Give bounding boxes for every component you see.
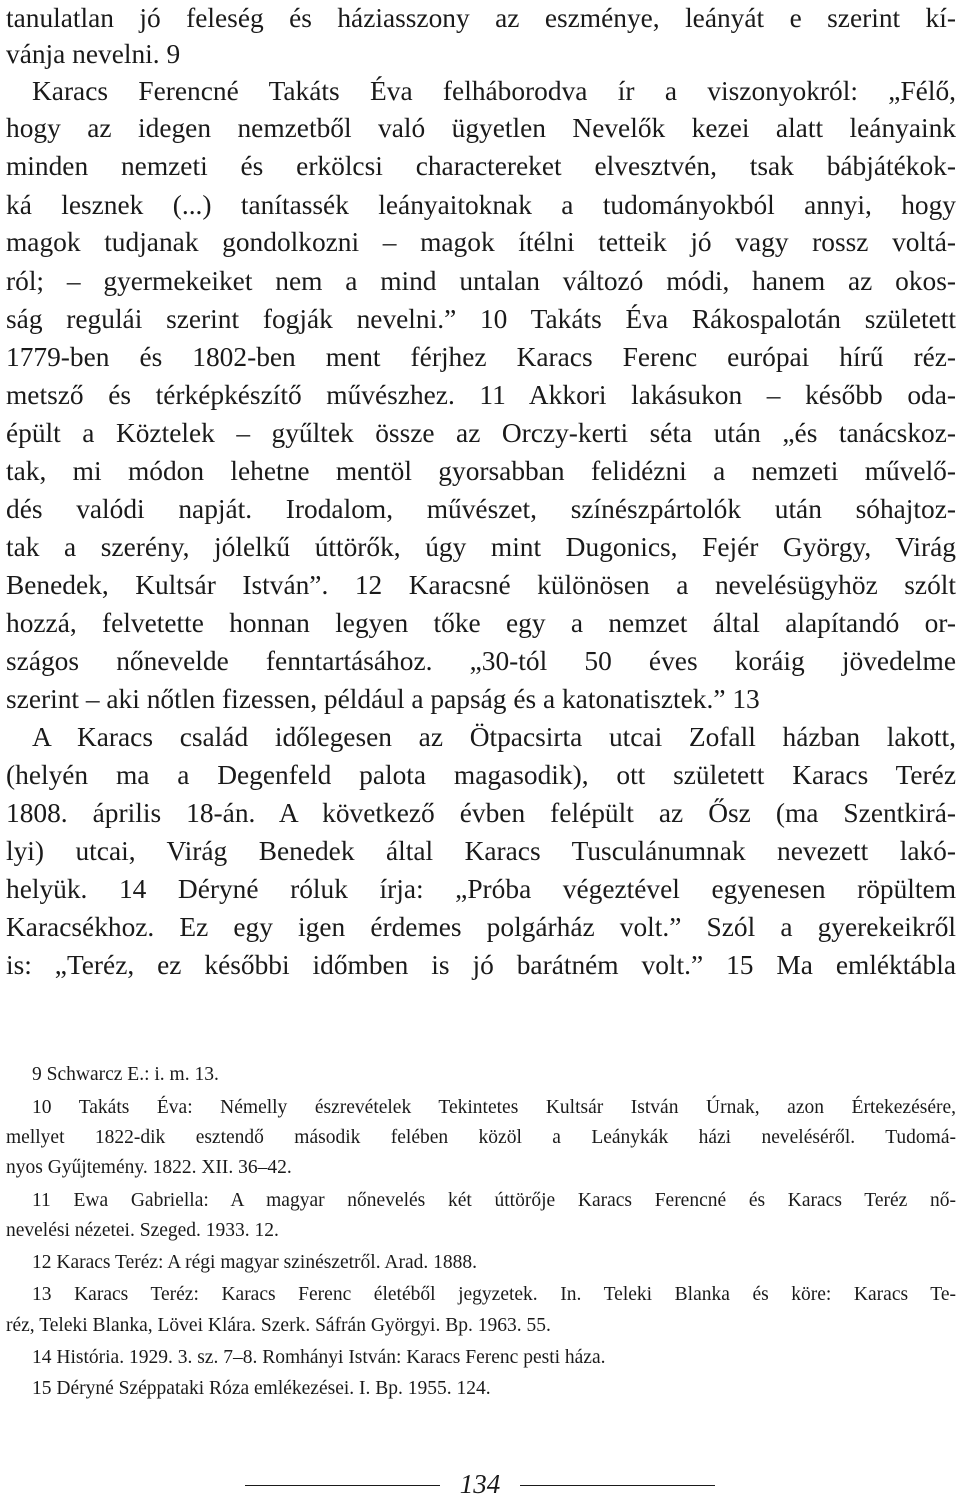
body-text-line: épült a Köztelek – gyűltek össze az Orczy-kerti séta után „és tanácskoz- <box>6 418 956 448</box>
body-text-line: 1808. április 18-án. A következő évben felépült az Ősz (ma Szentkirá- <box>6 798 956 828</box>
footnote-line: nevelési nézetei. Szeged. 1933. 12. <box>6 1220 279 1241</box>
footnote-line: 11 Ewa Gabriella: A magyar nőnevelés két úttörője Karacs Ferencné és Karacs Teréz nő- <box>32 1190 956 1211</box>
body-text-line: minden nemzeti és erkölcsi charactereket elvesztvén, tsak bábjátékok- <box>6 151 956 181</box>
body-text-line: magok tudjanak gondolkozni – magok ítélni tetteik jó vagy rossz voltá- <box>6 227 956 257</box>
body-text-line: ról; – gyermekeiket nem a mind untalan változó módi, hanem az okos- <box>6 266 956 296</box>
body-text-line: hozzá, felvetette honnan legyen tőke egy a nemzet által alapítandó or- <box>6 608 956 638</box>
body-text-line: tak, mi módon lehetne mentöl gyorsabban felidézni a nemzeti művelő- <box>6 456 956 486</box>
body-text-line: szágos nőnevelde fenntartásához. „30-tól 50 éves koráig jövedelme <box>6 646 956 676</box>
body-text-line: lyi) utcai, Virág Benedek által Karacs Tusculánumnak nevezett lakó- <box>6 836 956 866</box>
footnote-line: mellyet 1822-dik esztendő második felében közöl a Leánykák házi neveléséről. Tudomá- <box>6 1127 956 1148</box>
footnote-line: 15 Déryné Széppataki Róza emlékezései. I. Bp. 1955. 124. <box>32 1378 491 1399</box>
body-text-line: metsző és térképkészítő művészhez. 11 Akkori lakásukon – később oda- <box>6 380 956 410</box>
body-text-line: ká lesznek (...) tanítassék leányaitoknak a tudományokból annyi, hogy <box>6 190 956 220</box>
footnote-line: 10 Takáts Éva: Némelly észrevételek Tekintetes Kultsár István Úrnak, azon Értekezésére, <box>32 1097 956 1118</box>
body-text-line: tanulatlan jó feleség és háziasszony az eszménye, leányát e szerint kí- <box>6 3 956 33</box>
footnote-line: 13 Karacs Teréz: Karacs Ferenc életéből jegyzetek. In. Teleki Blanka és köre: Karacs Te- <box>32 1284 956 1305</box>
footnote-line: 9 Schwarcz E.: i. m. 13. <box>32 1064 219 1085</box>
body-text-line: helyük. 14 Déryné róluk írja: „Próba végeztével egyenesen röpültem <box>6 874 956 904</box>
footnote-line: réz, Teleki Blanka, Lövei Klára. Szerk. Sáfrán Györgyi. Bp. 1963. 55. <box>6 1315 551 1336</box>
footnote-line: 12 Karacs Teréz: A régi magyar szinészetről. Arad. 1888. <box>32 1252 477 1273</box>
footnote-line: nyos Gyűjtemény. 1822. XII. 36–42. <box>6 1157 292 1178</box>
body-text-line: (helyén ma a Degenfeld palota magasodik), ott született Karacs Teréz <box>6 760 956 790</box>
body-text-line: A Karacs család időlegesen az Ötpacsirta utcai Zofall házban lakott, <box>32 722 956 752</box>
footer-rule-right <box>520 1485 715 1486</box>
page-number: 134 <box>459 1469 501 1499</box>
body-text-line: dés valódi napját. Irodalom, művészet, színészpártolók után sóhajtoz- <box>6 494 956 524</box>
body-text-line: hogy az idegen nemzetből való ügyetlen Nevelők kezei alatt leányaink <box>6 113 956 143</box>
body-text-line: 1779-ben és 1802-ben ment férjhez Karacs Ferenc európai hírű réz- <box>6 342 956 372</box>
body-text-line: szerint – aki nőtlen fizessen, például a papság és a katonatisztek.” 13 <box>6 684 760 714</box>
body-text-line: tak a szerény, jólelkű úttörők, úgy mint Dugonics, Fejér György, Virág <box>6 532 956 562</box>
footnote-line: 14 História. 1929. 3. sz. 7–8. Romhányi István: Karacs Ferenc pesti háza. <box>32 1347 606 1368</box>
body-text-line: is: „Teréz, ez későbbi időmben is jó barátném volt.” 15 Ma emléktábla <box>6 950 956 980</box>
body-text-line: Benedek, Kultsár István”. 12 Karacsné különösen a nevelésügyhöz szólt <box>6 570 956 600</box>
body-text-line: ság regulái szerint fogják nevelni.” 10 Takáts Éva Rákospalotán született <box>6 304 956 334</box>
body-text-line: Karacsékhoz. Ez egy igen érdemes polgárház volt.” Szól a gyerekeikről <box>6 912 956 942</box>
body-text-line: Karacs Ferencné Takáts Éva felháborodva ír a viszonyokról: „Félő, <box>32 76 956 106</box>
body-text-line: vánja nevelni. 9 <box>6 39 181 69</box>
